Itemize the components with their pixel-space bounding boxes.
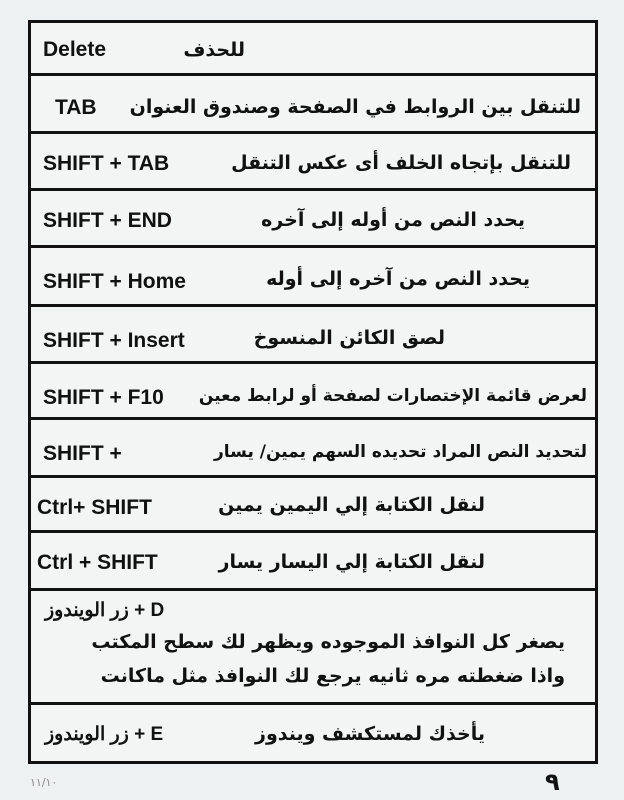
shortcut-key: Delete xyxy=(43,38,107,61)
table-row xyxy=(31,705,595,764)
shortcut-description-line-2: واذا ضغطته مره ثانيه يرجع لك النوافذ مثل ماكانت xyxy=(100,665,565,687)
table-row xyxy=(31,420,595,478)
table-row xyxy=(31,191,595,248)
page-date: ١١/١٠ xyxy=(30,776,58,789)
shortcut-key: D + زر الويندوز xyxy=(45,600,165,621)
shortcut-description: لنقل الكتابة إلي اليسار يسار xyxy=(218,551,485,573)
shortcut-key: Ctrl+ SHIFT xyxy=(37,496,152,519)
shortcuts-table xyxy=(28,20,598,764)
shortcut-key: SHIFT + Insert xyxy=(43,329,185,352)
shortcut-description: للحذف xyxy=(183,39,245,61)
shortcut-key: SHIFT + F10 xyxy=(43,386,164,409)
table-row xyxy=(31,248,595,307)
shortcut-description: يأخذك لمستكشف ويندوز xyxy=(255,723,485,745)
shortcut-description: للتنقل بين الروابط في الصفحة وصندوق العنوان xyxy=(129,96,581,118)
table-row xyxy=(31,76,595,134)
shortcut-key: SHIFT + TAB xyxy=(43,152,170,175)
shortcut-key: SHIFT + xyxy=(43,442,122,465)
table-row xyxy=(31,23,595,76)
table-row xyxy=(31,307,595,364)
shortcut-description: لعرض قائمة الإختصارات لصفحة أو لرابط معين xyxy=(198,386,587,406)
shortcut-description: يحدد النص من أوله إلى آخره xyxy=(261,209,525,231)
shortcut-key: SHIFT + END xyxy=(43,209,172,232)
shortcut-description: لتحديد النص المراد تحديده السهم يمين/ يسار xyxy=(213,442,587,462)
table-row xyxy=(31,533,595,591)
shortcut-description: يحدد النص من آخره إلى أوله xyxy=(266,268,530,290)
table-row xyxy=(31,134,595,191)
shortcut-description: للتنقل بإتجاه الخلف أى عكس التنقل xyxy=(231,152,571,174)
shortcut-key: E + زر الويندوز xyxy=(45,724,164,745)
shortcut-description: لنقل الكتابة إلي اليمين يمين xyxy=(218,494,485,516)
shortcut-description-line-1: يصغر كل النوافذ الموجوده ويظهر لك سطح المكتب xyxy=(91,631,565,653)
shortcut-key: Ctrl + SHIFT xyxy=(37,551,158,574)
table-row xyxy=(31,478,595,533)
table-row xyxy=(31,591,595,705)
shortcut-key: TAB xyxy=(55,96,97,119)
shortcut-description: لصق الكائن المنسوخ xyxy=(253,327,445,349)
shortcut-key: SHIFT + Home xyxy=(43,270,186,293)
page-number: ٩ xyxy=(545,768,560,796)
table-row xyxy=(31,364,595,420)
